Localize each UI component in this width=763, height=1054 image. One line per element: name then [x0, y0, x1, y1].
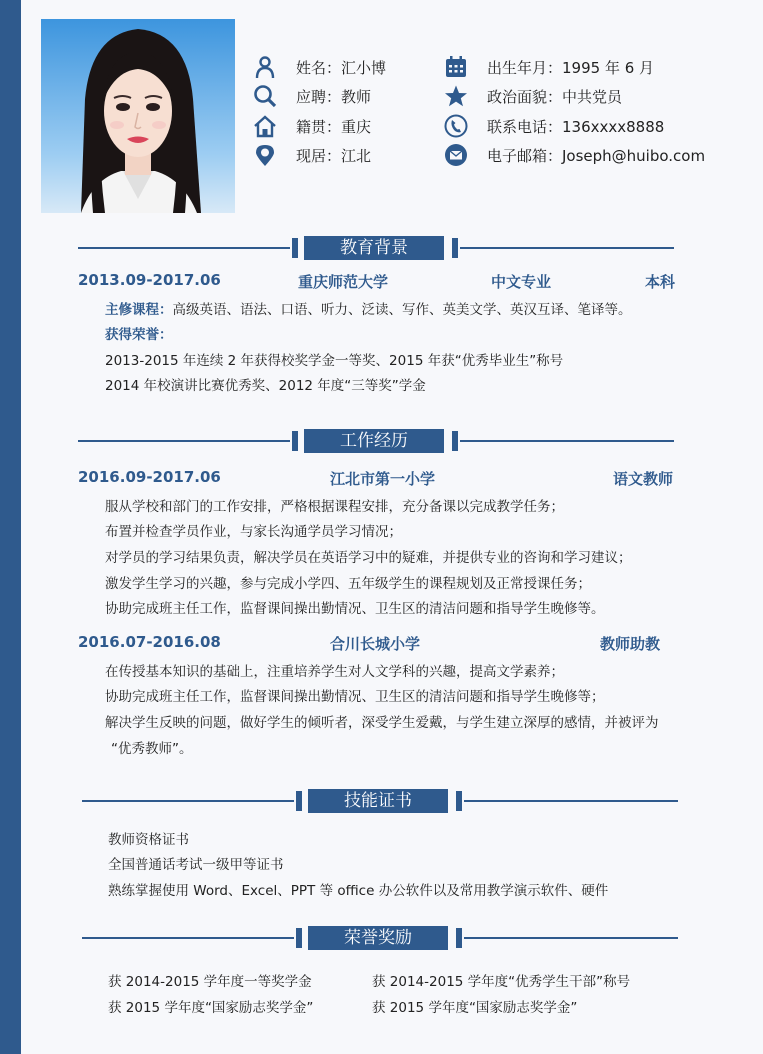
- job-duty: “优秀教师”。: [111, 741, 193, 757]
- left-accent-bar: [0, 0, 21, 1054]
- politics-text: 政治面貌：中共党员: [487, 87, 623, 106]
- email-text: 电子邮箱：Joseph@huibo.com: [487, 146, 706, 165]
- honor-line: 2014 年校演讲比赛优秀奖、2012 年度“三等奖”学金: [105, 378, 426, 394]
- education-period: 2013.09-2017.06: [78, 271, 221, 289]
- education-degree: 本科: [645, 273, 676, 291]
- section-education-header: [78, 236, 674, 260]
- profile-photo: [41, 19, 235, 213]
- info-position: [252, 83, 371, 109]
- award-item: 获 2015 学年度“国家励志奖学金”: [108, 1000, 314, 1016]
- person-icon: [252, 54, 278, 80]
- name-text: 姓名：汇小博: [296, 58, 387, 77]
- section-education-title: 教育背景: [304, 236, 444, 260]
- job-duty: 服从学校和部门的工作安排，严格根据课程安排，充分备课以完成教学任务；: [105, 499, 564, 515]
- info-birth: [443, 54, 654, 80]
- section-awards-header: [82, 926, 678, 950]
- hometown-text: 籍贯：重庆: [296, 117, 372, 136]
- search-icon: [252, 83, 278, 109]
- job-role: 语文教师: [613, 470, 674, 488]
- birth-text: 出生年月：1995 年 6 月: [487, 58, 655, 77]
- job-duty: 协助完成班主任工作，监督课间操出勤情况、卫生区的清洁问题和指导学生晚修等。: [105, 601, 605, 617]
- job-duty: 激发学生学习的兴趣，参与完成小学四、五年级学生的课程规划及正常授课任务；: [105, 576, 591, 592]
- job-org: 江北市第一小学: [330, 470, 436, 488]
- job-duty: 协助完成班主任工作，监督课间操出勤情况、卫生区的清洁问题和指导学生晚修等；: [105, 689, 605, 705]
- section-awards-title: 荣誉奖励: [308, 926, 448, 950]
- skill-item: 全国普通话考试一级甲等证书: [108, 857, 284, 873]
- job-period: 2016.07-2016.08: [78, 633, 221, 651]
- courses-label: 主修课程：: [105, 302, 173, 318]
- home-icon: [252, 113, 278, 139]
- calendar-icon: [443, 54, 469, 80]
- section-work-title: 工作经历: [304, 429, 444, 453]
- info-name: [252, 54, 386, 80]
- job-duty: 对学员的学习结果负责，解决学员在英语学习中的疑难，并提供专业的咨询和学习建议；: [105, 550, 632, 566]
- star-icon: [443, 83, 469, 109]
- position-text: 应聘：教师: [296, 87, 372, 106]
- job-period: 2016.09-2017.06: [78, 468, 221, 486]
- job-duty: 解决学生反映的问题，做好学生的倾听者，深受学生爱戴，与学生建立深厚的感情，并被评为: [105, 715, 659, 731]
- mail-icon: [443, 142, 469, 168]
- info-residence: [252, 142, 371, 168]
- info-politics: [443, 83, 622, 109]
- info-email: [443, 142, 705, 168]
- residence-text: 现居：江北: [296, 146, 372, 165]
- courses-text: 高级英语、语法、口语、听力、泛读、写作、英美文学、英汉互译、笔译等。: [172, 302, 632, 318]
- skill-item: 熟练掌握使用 Word、Excel、PPT 等 office 办公软件以及常用教学演示软件、硬件: [108, 883, 609, 899]
- honor-line: 2013-2015 年连续 2 年获得校奖学金一等奖、2015 年获“优秀毕业生”称号: [105, 353, 564, 369]
- job-org: 合川长城小学: [330, 635, 421, 653]
- job-role: 教师助教: [600, 635, 661, 653]
- section-skills-title: 技能证书: [308, 789, 448, 813]
- skill-item: 教师资格证书: [108, 832, 189, 848]
- award-item: 获 2015 学年度“国家励志奖学金”: [372, 1000, 578, 1016]
- location-icon: [252, 142, 278, 168]
- info-hometown: [252, 113, 371, 139]
- job-duty: 在传授基本知识的基础上，注重培养学生对人文学科的兴趣，提高文学素养；: [105, 664, 564, 680]
- award-item: 获 2014-2015 学年度一等奖学金: [108, 974, 312, 990]
- honors-label: 获得荣誉：: [105, 327, 173, 343]
- education-courses: [105, 298, 632, 318]
- education-major: 中文专业: [491, 273, 552, 291]
- section-work-header: [78, 429, 674, 453]
- education-school: 重庆师范大学: [298, 273, 389, 291]
- phone-icon: [443, 113, 469, 139]
- section-skills-header: [82, 789, 678, 813]
- phone-text: 联系电话：136xxxx8888: [487, 117, 665, 136]
- info-phone: [443, 113, 664, 139]
- award-item: 获 2014-2015 学年度“优秀学生干部”称号: [372, 974, 631, 990]
- job-duty: 布置并检查学员作业，与家长沟通学员学习情况；: [105, 524, 402, 540]
